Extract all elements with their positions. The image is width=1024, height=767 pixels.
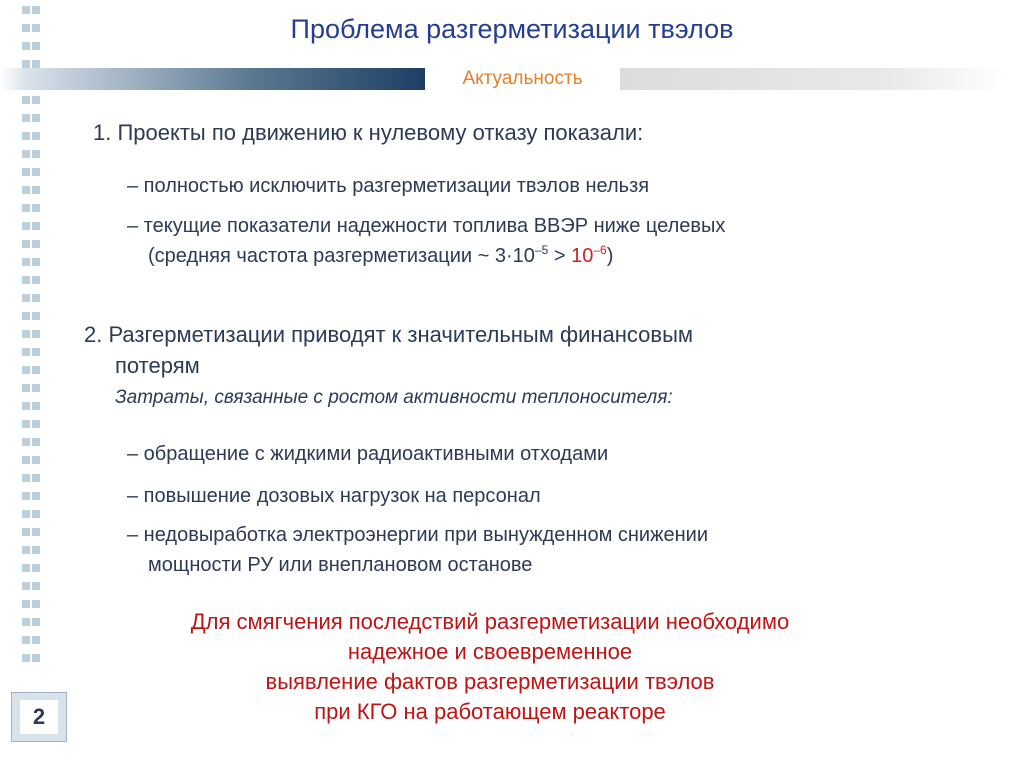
- decor-square: [22, 510, 30, 518]
- decor-square: [22, 438, 30, 446]
- decor-square: [22, 204, 30, 212]
- decor-square: [22, 384, 30, 392]
- decor-square: [32, 546, 40, 554]
- decor-square: [22, 240, 30, 248]
- decor-square: [22, 546, 30, 554]
- decor-square: [22, 564, 30, 572]
- decor-square: [32, 222, 40, 230]
- decor-square: [22, 294, 30, 302]
- decor-square: [32, 168, 40, 176]
- conclusion-line2: надежное и своевременное: [347, 639, 633, 664]
- decor-square: [22, 114, 30, 122]
- decor-square: [32, 276, 40, 284]
- point1-frequency-text: (средняя частота разгерметизации ~ 3·10: [148, 245, 535, 267]
- decor-square: [22, 474, 30, 482]
- point2-item2: – повышение дозовых нагрузок на персонал: [127, 485, 541, 507]
- decor-square: [32, 402, 40, 410]
- decor-square: [32, 582, 40, 590]
- decor-square: [22, 456, 30, 464]
- decor-square: [32, 96, 40, 104]
- decor-square: [22, 222, 30, 230]
- decor-square: [22, 150, 30, 158]
- point1-comparison: >: [548, 245, 572, 267]
- decor-square: [32, 510, 40, 518]
- point1-item2: [127, 211, 725, 241]
- point1-target-base: 10: [571, 245, 594, 267]
- point1-close-paren: ): [606, 245, 614, 267]
- point1-target: [571, 245, 607, 267]
- decor-square: [22, 492, 30, 500]
- conclusion-line4: при КГО на работающем реакторе: [314, 699, 666, 724]
- decor-square: [22, 168, 30, 176]
- decor-square: [22, 186, 30, 194]
- point1-item2-line2: [148, 241, 613, 271]
- decor-square: [32, 528, 40, 536]
- decor-square: [22, 402, 30, 410]
- decor-square: [32, 240, 40, 248]
- point1-item1: – полностью исключить разгерметизации твэлов нельзя: [127, 175, 650, 197]
- decor-square: [22, 582, 30, 590]
- decor-square: [32, 348, 40, 356]
- decor-square: [32, 114, 40, 122]
- slide-title: Проблема разгерметизации твэлов: [290, 14, 734, 44]
- decor-square: [32, 60, 40, 68]
- decor-square: [32, 258, 40, 266]
- decor-square: [22, 132, 30, 140]
- page-number-badge: [11, 692, 67, 742]
- decor-square: [32, 330, 40, 338]
- left-decor-strip-2: [32, 6, 40, 672]
- decor-square: [22, 276, 30, 284]
- point2-item3-line1: – недовыработка электроэнергии при вынужденном снижении: [127, 524, 708, 546]
- decor-square: [22, 528, 30, 536]
- point1-target-exponent: –6: [593, 243, 607, 257]
- slide-subtitle: Актуальность: [462, 68, 583, 89]
- conclusion-line3: выявление фактов разгерметизации твэлов: [265, 669, 715, 694]
- decor-square: [32, 186, 40, 194]
- decor-square: [32, 492, 40, 500]
- decor-square: [22, 420, 30, 428]
- page-number: 2: [20, 700, 58, 734]
- decor-square: [22, 348, 30, 356]
- point2-heading-line1: 2. Разгерметизации приводят к значительным финансовым: [84, 322, 694, 347]
- subtitle-bar-right: [620, 68, 1004, 90]
- decor-square: [32, 420, 40, 428]
- decor-square: [22, 6, 30, 14]
- decor-square: [22, 60, 30, 68]
- point1-frequency-exponent: –5: [534, 243, 549, 257]
- point1-heading: 1. Проекты по движению к нулевому отказу показали:: [93, 120, 644, 145]
- decor-square: [22, 312, 30, 320]
- decor-square: [22, 330, 30, 338]
- decor-square: [22, 258, 30, 266]
- conclusion-line1: Для смягчения последствий разгерметизации необходимо: [190, 609, 790, 634]
- subtitle-bar-left: [0, 68, 425, 90]
- point2-item1: – обращение с жидкими радиоактивными отходами: [127, 443, 609, 465]
- decor-square: [32, 366, 40, 374]
- decor-square: [32, 438, 40, 446]
- decor-square: [32, 150, 40, 158]
- decor-square: [32, 204, 40, 212]
- point2-heading-line2: потерям: [115, 353, 200, 378]
- conclusion: [0, 607, 980, 727]
- decor-square: [32, 6, 40, 14]
- decor-square: [32, 474, 40, 482]
- point2-item3-line2: мощности РУ или внеплановом останове: [148, 554, 533, 576]
- decor-square: [32, 312, 40, 320]
- decor-square: [32, 294, 40, 302]
- decor-square: [32, 384, 40, 392]
- point1-item2-line1: – текущие показатели надежности топлива ВВЭР ниже целевых: [127, 215, 726, 237]
- decor-square: [32, 132, 40, 140]
- left-decor-strip: [22, 6, 30, 672]
- decor-square: [22, 366, 30, 374]
- decor-square: [32, 456, 40, 464]
- point2-note: Затраты, связанные с ростом активности теплоносителя:: [115, 387, 673, 408]
- decor-square: [22, 96, 30, 104]
- decor-square: [32, 564, 40, 572]
